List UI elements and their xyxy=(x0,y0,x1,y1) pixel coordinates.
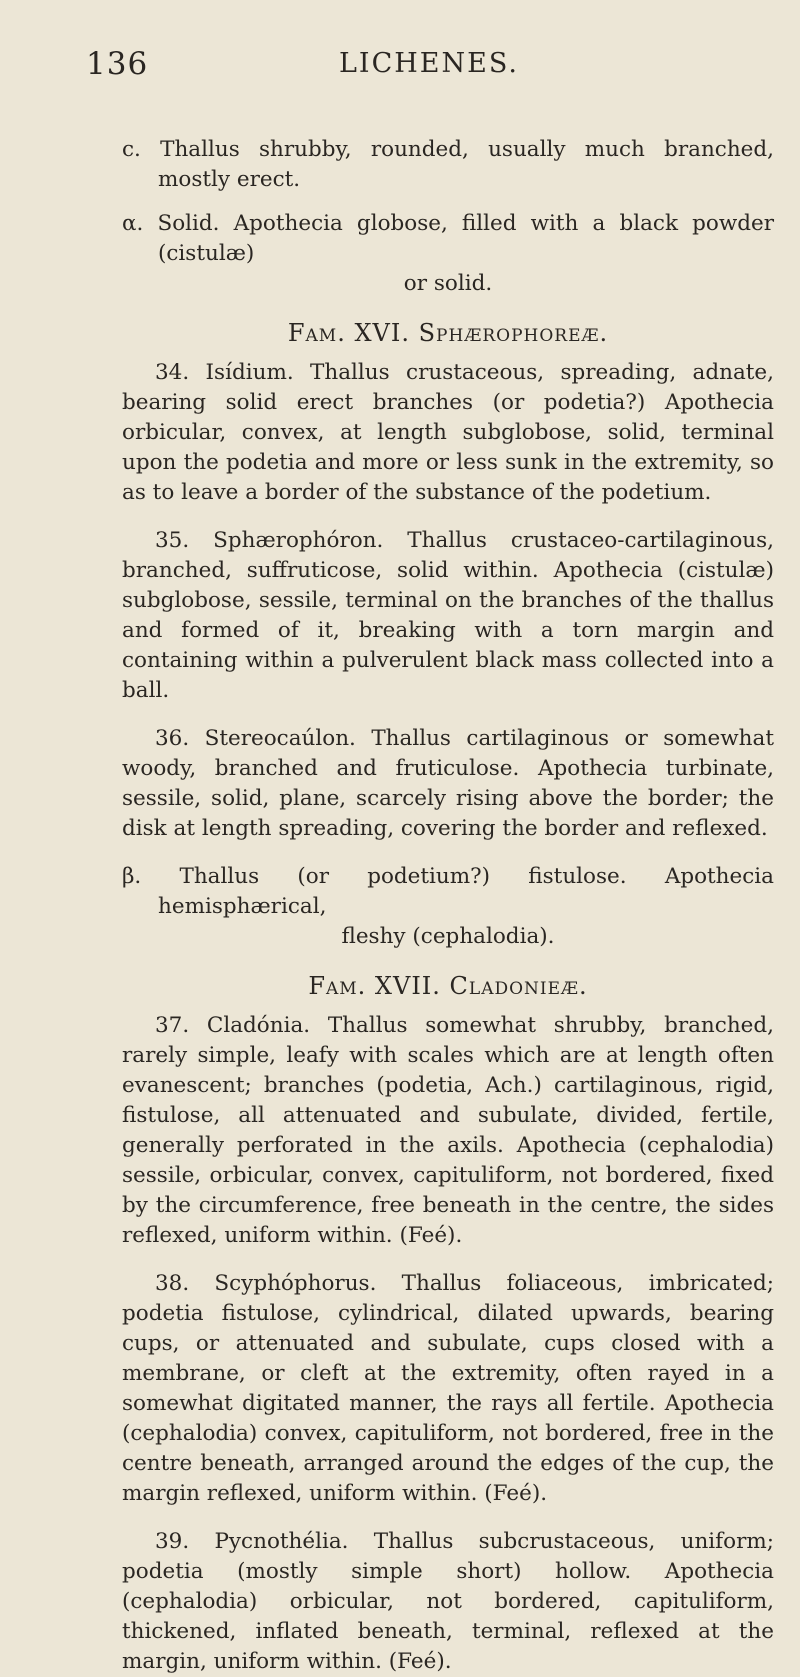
genus-35-sphaerophoron: 35. Sphærophóron. Thallus crustaceo-cartilaginous, branched, suffruticose, solid within. Apothecia (cistulæ) subglobose, sessile, terminal on the branches of the thallus and formed of it, breaking with a torn margin and containing within a pulverulent black mass collected into a ball. xyxy=(122,528,774,703)
family-heading-xvi: Fam. XVI. Sphærophoreæ. xyxy=(287,319,609,347)
page-header xyxy=(86,46,746,86)
key-line-alpha: α. Solid. Apothecia globose, filled with a black powder (cistulæ) xyxy=(122,211,774,266)
running-title: LICHENES. xyxy=(339,48,519,79)
genus-34-isidium: 34. Isídium. Thallus crustaceous, spreading, adnate, bearing solid erect branches (or podetia?) Apothecia orbicular, convex, at length subglobose, solid, terminal upon the podetia and more or less sunk in the extremity, so as to leave a border of the substance of the podetium. xyxy=(122,360,774,505)
key-line-beta: β. Thallus (or podetium?) fistulose. Apothecia hemisphærical, xyxy=(122,864,774,919)
genus-36-stereocaulon: 36. Stereocaúlon. Thallus cartilaginous or somewhat woody, branched and fruticulose. Apothecia turbinate, sessile, solid, plane, scarcely rising above the border; the disk at length spreading, covering the border and reflexed. xyxy=(122,726,774,841)
family-heading-xvii: Fam. XVII. Cladonieæ. xyxy=(308,972,588,1000)
genus-39-pycnothelia: 39. Pycnothélia. Thallus subcrustaceous, uniform; podetia (mostly simple short) hollow. Apothecia (cephalodia) orbicular, not bordered, capituliform, thickened, inflated beneath, terminal, reflexed at the margin, uniform within. (Feé). xyxy=(122,1529,774,1674)
page-number: 136 xyxy=(86,46,149,82)
key-line-alpha-cont: or solid. xyxy=(403,271,493,296)
genus-37-cladonia: 37. Cladónia. Thallus somewhat shrubby, branched, rarely simple, leafy with scales which are at length often evanescent; branches (podetia, Ach.) cartilaginous, rigid, fistulose, all attenuated and subulate, divided, fertile, generally perforated in the axils. Apothecia (cephalodia) sessile, orbicular, convex, capituliform, not bordered, fixed by the circumference, free beneath in the centre, the sides reflexed, uniform within. (Feé). xyxy=(122,1013,774,1248)
key-line-c: c. Thallus shrubby, rounded, usually much branched, mostly erect. xyxy=(122,137,774,192)
page-body xyxy=(122,135,774,1677)
genus-38-scyphophorus: 38. Scyphóphorus. Thallus foliaceous, imbricated; podetia fistulose, cylindrical, dilated upwards, bearing cups, or attenuated and subulate, cups closed with a membrane, or cleft at the extremity, often rayed in a somewhat digitated manner, the rays all fertile. Apothecia (cephalodia) convex, capituliform, not bordered, free in the centre beneath, arranged around the edges of the cup, the margin reflexed, uniform within. (Feé). xyxy=(122,1271,774,1506)
key-line-beta-cont: fleshy (cephalodia). xyxy=(341,924,555,949)
